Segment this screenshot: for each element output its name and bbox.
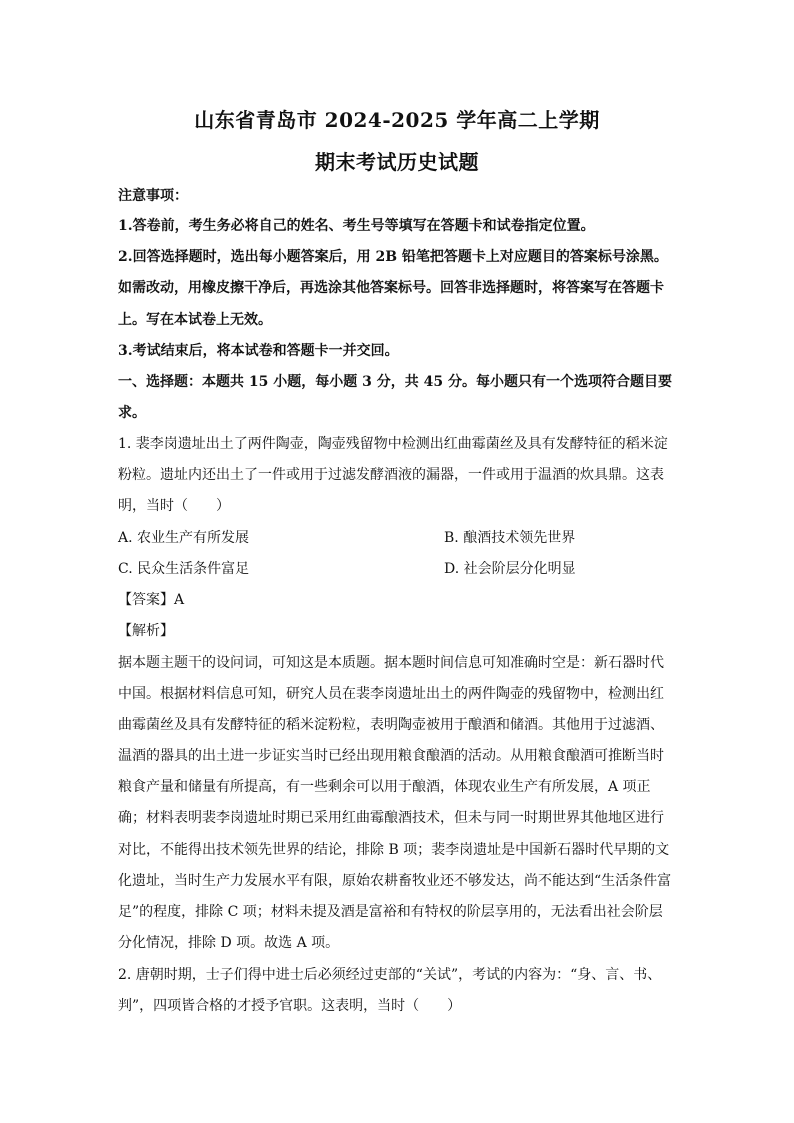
section-heading: 一、选择题：本题共 15 小题，每小题 3 分，共 45 分。每小题只有一个选项符合题目要 [118, 374, 672, 390]
notice-line: 1.答卷前，考生务必将自己的姓名、考生号等填写在答题卡和试卷指定位置。 [118, 218, 595, 234]
question-1-analysis-line: 中国。根据材料信息可知，研究人员在裴李岗遗址出土的两件陶壶的残留物中，检测出红 [118, 686, 664, 702]
notice-heading: 注意事项： [118, 188, 188, 204]
question-1-option-a: A. 农业生产有所发展 [118, 530, 250, 546]
notice-line: 如需改动，用橡皮擦干净后，再选涂其他答案标号。回答非选择题时，将答案写在答题卡 [118, 280, 664, 296]
question-2-stem: 判”，四项皆合格的才授予官职。这表明，当时（ ） [118, 998, 462, 1014]
question-1-stem: 1. 裴李岗遗址出土了两件陶壶，陶壶残留物中检测出红曲霉菌丝及具有发酵特征的稻米淀 [118, 436, 668, 452]
question-1-analysis-line: 粮食产量和储量有所提高，有一些剩余可以用于酿酒，体现农业生产有所发展，A 项正 [118, 779, 651, 795]
notice-line: 2.回答选择题时，选出每小题答案后，用 2B 铅笔把答题卡上对应题目的答案标号涂黑。 [118, 249, 668, 265]
question-1-analysis-line: 曲霉菌丝及具有发酵特征的稻米淀粉粒，表明陶壶被用于酿酒和储酒。其他用于过滤酒、 [118, 717, 664, 733]
question-1-analysis-line: 确；材料表明裴李岗遗址时期已采用红曲霉酿酒技术，但未与同一时期世界其他地区进行 [118, 810, 664, 826]
notice-line: 3.考试结束后，将本试卷和答题卡一并交回。 [118, 343, 399, 359]
question-1-answer: 【答案】A [118, 592, 185, 608]
question-1-stem: 粉粒。遗址内还出土了一件或用于过滤发酵酒液的漏器，一件或用于温酒的炊具鼎。这表 [118, 467, 664, 483]
question-1-analysis-line: 足”的程度，排除 C 项；材料未提及酒是富裕和有特权的阶层享用的，无法看出社会阶层 [118, 904, 663, 920]
question-1-option-c: C. 民众生活条件富足 [118, 561, 250, 577]
notice-line: 上。写在本试卷上无效。 [118, 312, 272, 328]
question-1-analysis-line: 据本题主题干的设问词，可知这是本质题。据本题时间信息可知准确时空是：新石器时代 [118, 655, 664, 671]
question-1-analysis-line: 对比，不能得出技术领先世界的结论，排除 B 项；裴李岗遗址是中国新石器时代早期的文 [118, 842, 670, 858]
question-1-analysis-line: 化遗址，当时生产力发展水平有限，原始农耕畜牧业还不够发达，尚不能达到“生活条件富 [118, 873, 672, 889]
question-1-option-b: B. 酿酒技术领先世界 [444, 530, 576, 546]
section-heading-cont: 求。 [118, 405, 146, 421]
exam-title-line1: 山东省青岛市 2024-2025 学年高二上学期 [194, 108, 600, 132]
question-1-analysis-line: 温酒的器具的出土进一步证实当时已经出现用粮食酿酒的活动。从用粮食酿酒可推断当时 [118, 748, 664, 764]
exam-title-line2: 期末考试历史试题 [315, 150, 479, 174]
question-1-option-d: D. 社会阶层分化明显 [444, 561, 576, 577]
question-1-stem: 明，当时（ ） [118, 498, 230, 514]
question-1-analysis-heading: 【解析】 [118, 623, 174, 639]
question-2-stem: 2. 唐朝时期，士子们得中进士后必须经过吏部的“关试”，考试的内容为：“身、言、书、 [118, 967, 662, 983]
question-1-analysis-line: 分化情况，排除 D 项。故选 A 项。 [118, 935, 340, 951]
